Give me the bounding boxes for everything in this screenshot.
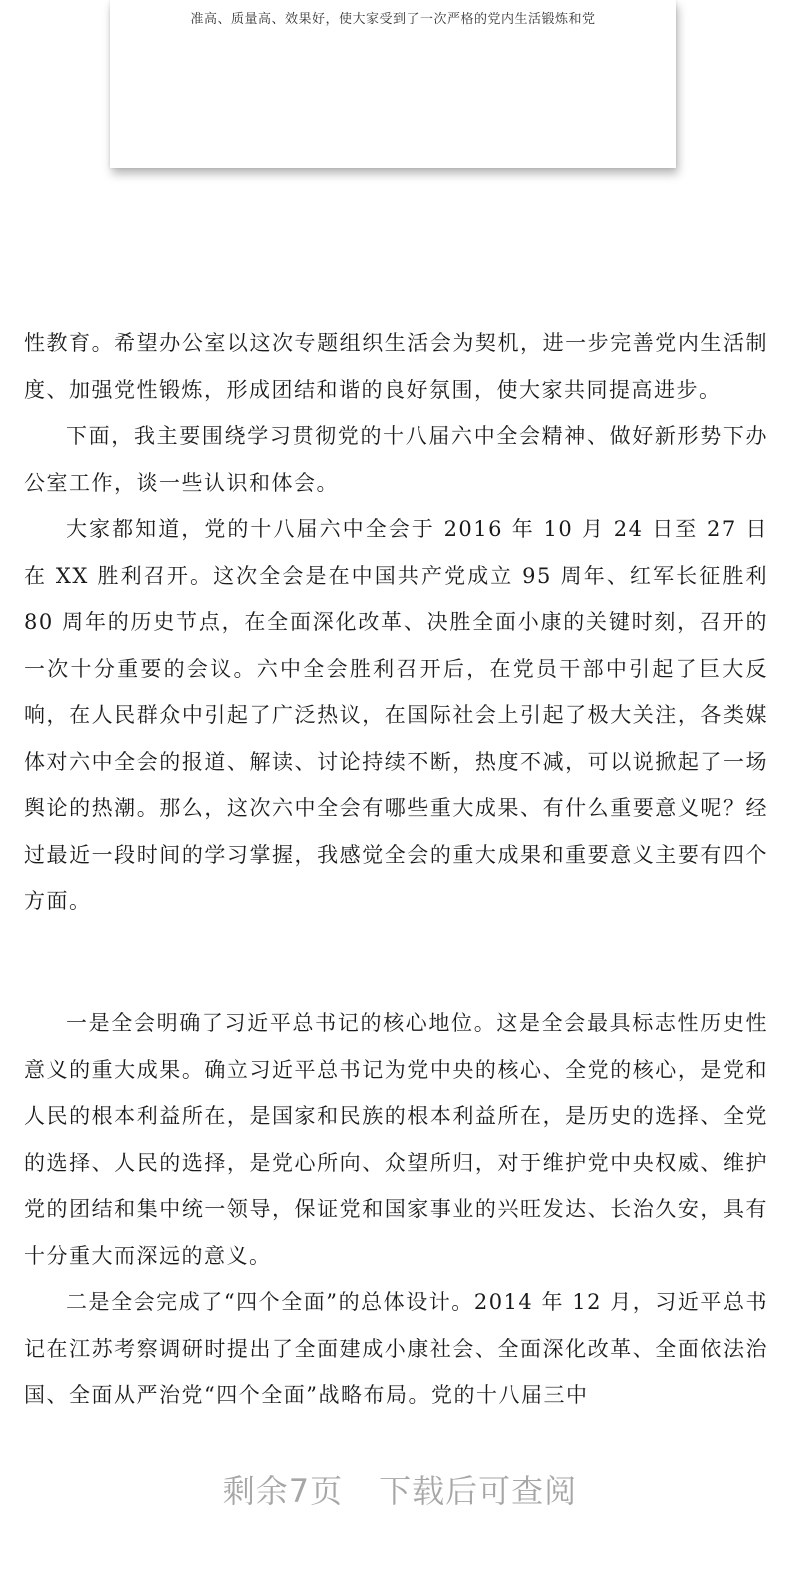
document-text-block-bottom — [24, 1000, 768, 1419]
document-text-block-top — [24, 320, 768, 925]
previous-page-card — [110, 0, 676, 168]
paragraph: 一是全会明确了习近平总书记的核心地位。这是全会最具标志性历史性意义的重大成果。确立习近平总书记为党中央的核心、全党的核心，是党和人民的根本利益所在，是国家和民族的根本利益所在，是历史的选择、全党的选择、人民的选择，是党心所向、众望所归，对于维护党中央权威、维护党的团结和集中统一领导，保证党和国家事业的兴旺发达、长治久安，具有十分重大而深远的意义。 — [24, 1011, 768, 1268]
download-prompt-banner[interactable] — [0, 1466, 800, 1516]
paragraph: 大家都知道，党的十八届六中全会于 2016 年 10 月 24 日至 27 日在 XX 胜利召开。这次全会是在中国共产党成立 95 周年、红军长征胜利 80 周年的历史节点，在全面深化改革、决胜全面小康的关键时刻，召开的一次十分重要的会议。六中全会胜利召开后，在党员干部中引起了巨大反响，在人民群众中引起了广泛热议，在国际社会上引起了极大关注，各类媒体对六中全会的报道、解读、讨论持续不断，热度不减，可以说掀起了一场舆论的热潮。那么，这次六中全会有哪些重大成果、有什么重要意义呢？经过最近一段时间的学习掌握，我感觉全会的重大成果和重要意义主要有四个方面。 — [24, 517, 768, 913]
paragraph-continued: 性教育。希望办公室以这次专题组织生活会为契机，进一步完善党内生活制度、加强党性锻炼，形成团结和谐的良好氛围，使大家共同提高进步。 — [24, 331, 768, 402]
download-prompt-label[interactable]: 下载后可查阅 — [379, 1472, 578, 1510]
paragraph: 下面，我主要围绕学习贯彻党的十八届六中全会精神、做好新形势下办公室工作，谈一些认识和体会。 — [24, 424, 768, 495]
remaining-pages-label: 剩余7页 — [222, 1472, 344, 1510]
paragraph: 二是全会完成了“四个全面”的总体设计。2014 年 12 月，习近平总书记在江苏考察调研时提出了全面建成小康社会、全面深化改革、全面依法治国、全面从严治党“四个全面”战略布局。党的十八届三中 — [24, 1290, 768, 1407]
previous-page-last-line: 准高、质量高、效果好，使大家受到了一次严格的党内生活锻炼和党 — [190, 12, 596, 27]
